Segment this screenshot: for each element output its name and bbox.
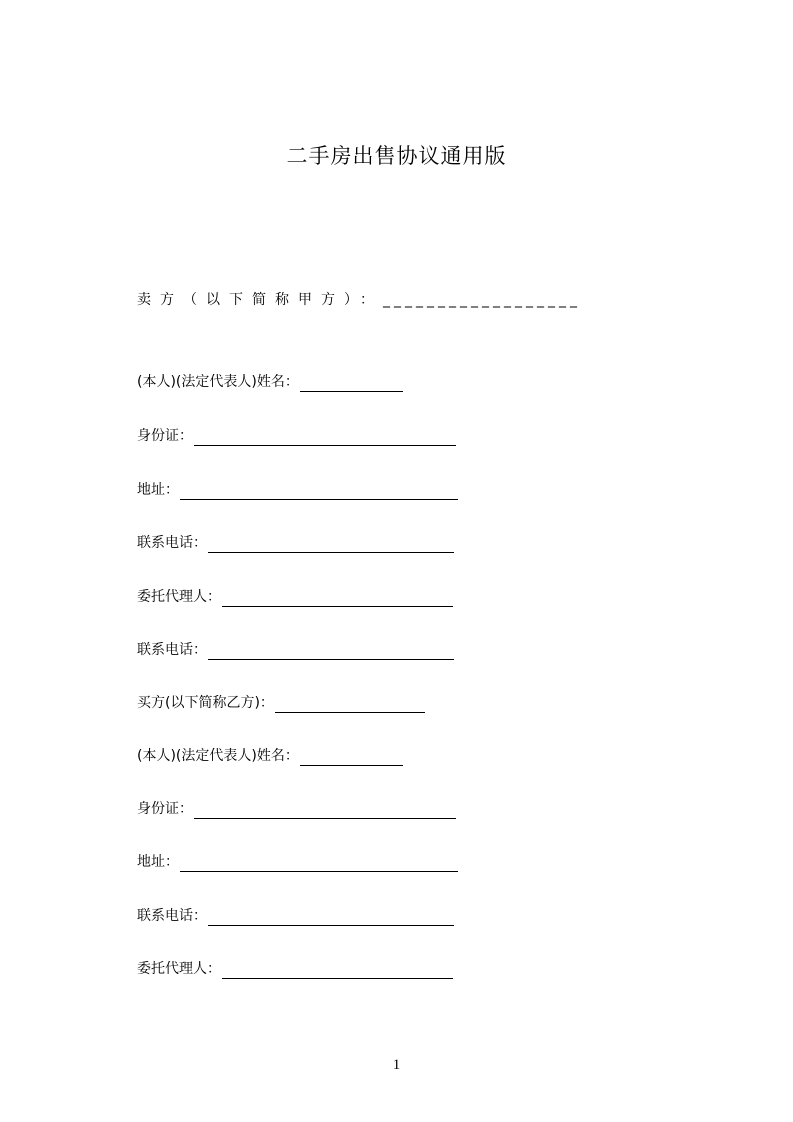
buyer-agent-field [137,959,453,979]
seller-heading-label: 卖方（以下简称甲方）： [137,292,383,308]
seller-phone-field [137,533,454,553]
field-label: 委托代理人： [137,589,221,605]
field-label: (本人)(法定代表人)姓名： [137,748,299,764]
field-label: 联系电话： [137,642,207,658]
buyer-heading-field [137,693,425,713]
field-label: 买方(以下简称乙方)： [137,695,274,711]
seller-agent-input-line[interactable] [222,591,453,607]
seller-phone-input-line[interactable] [208,537,454,553]
buyer-id-field [137,799,456,819]
seller-heading [137,290,581,310]
buyer-address-field [137,852,458,872]
field-label: 身份证： [137,428,193,444]
seller-agent-phone-input-line[interactable] [208,644,454,660]
field-label: 身份证： [137,801,193,817]
seller-id-field [137,426,456,446]
seller-agent-phone-field [137,640,454,660]
field-label: 联系电话： [137,908,207,924]
buyer-phone-input-line[interactable] [208,910,454,926]
buyer-input-line[interactable] [275,697,425,713]
seller-address-field [137,480,458,500]
buyer-name-field [137,746,403,766]
seller-address-input-line[interactable] [180,484,458,500]
buyer-id-input-line[interactable] [194,803,456,819]
field-label: 地址： [137,482,179,498]
field-label: 地址： [137,854,179,870]
buyer-address-input-line[interactable] [180,856,458,872]
field-label: 联系电话： [137,535,207,551]
document-title: 二手房出售协议通用版 [286,144,507,168]
seller-agent-field [137,587,453,607]
seller-id-input-line[interactable] [194,430,456,446]
buyer-agent-input-line[interactable] [222,963,453,979]
seller-heading-blank: __________________ [383,292,581,308]
seller-name-field [137,372,403,392]
page-number: 1 [392,1057,401,1073]
buyer-phone-field [137,906,454,926]
buyer-name-input-line[interactable] [300,750,403,766]
field-label: (本人)(法定代表人)姓名： [137,374,299,390]
seller-name-input-line[interactable] [300,376,403,392]
field-label: 委托代理人： [137,961,221,977]
